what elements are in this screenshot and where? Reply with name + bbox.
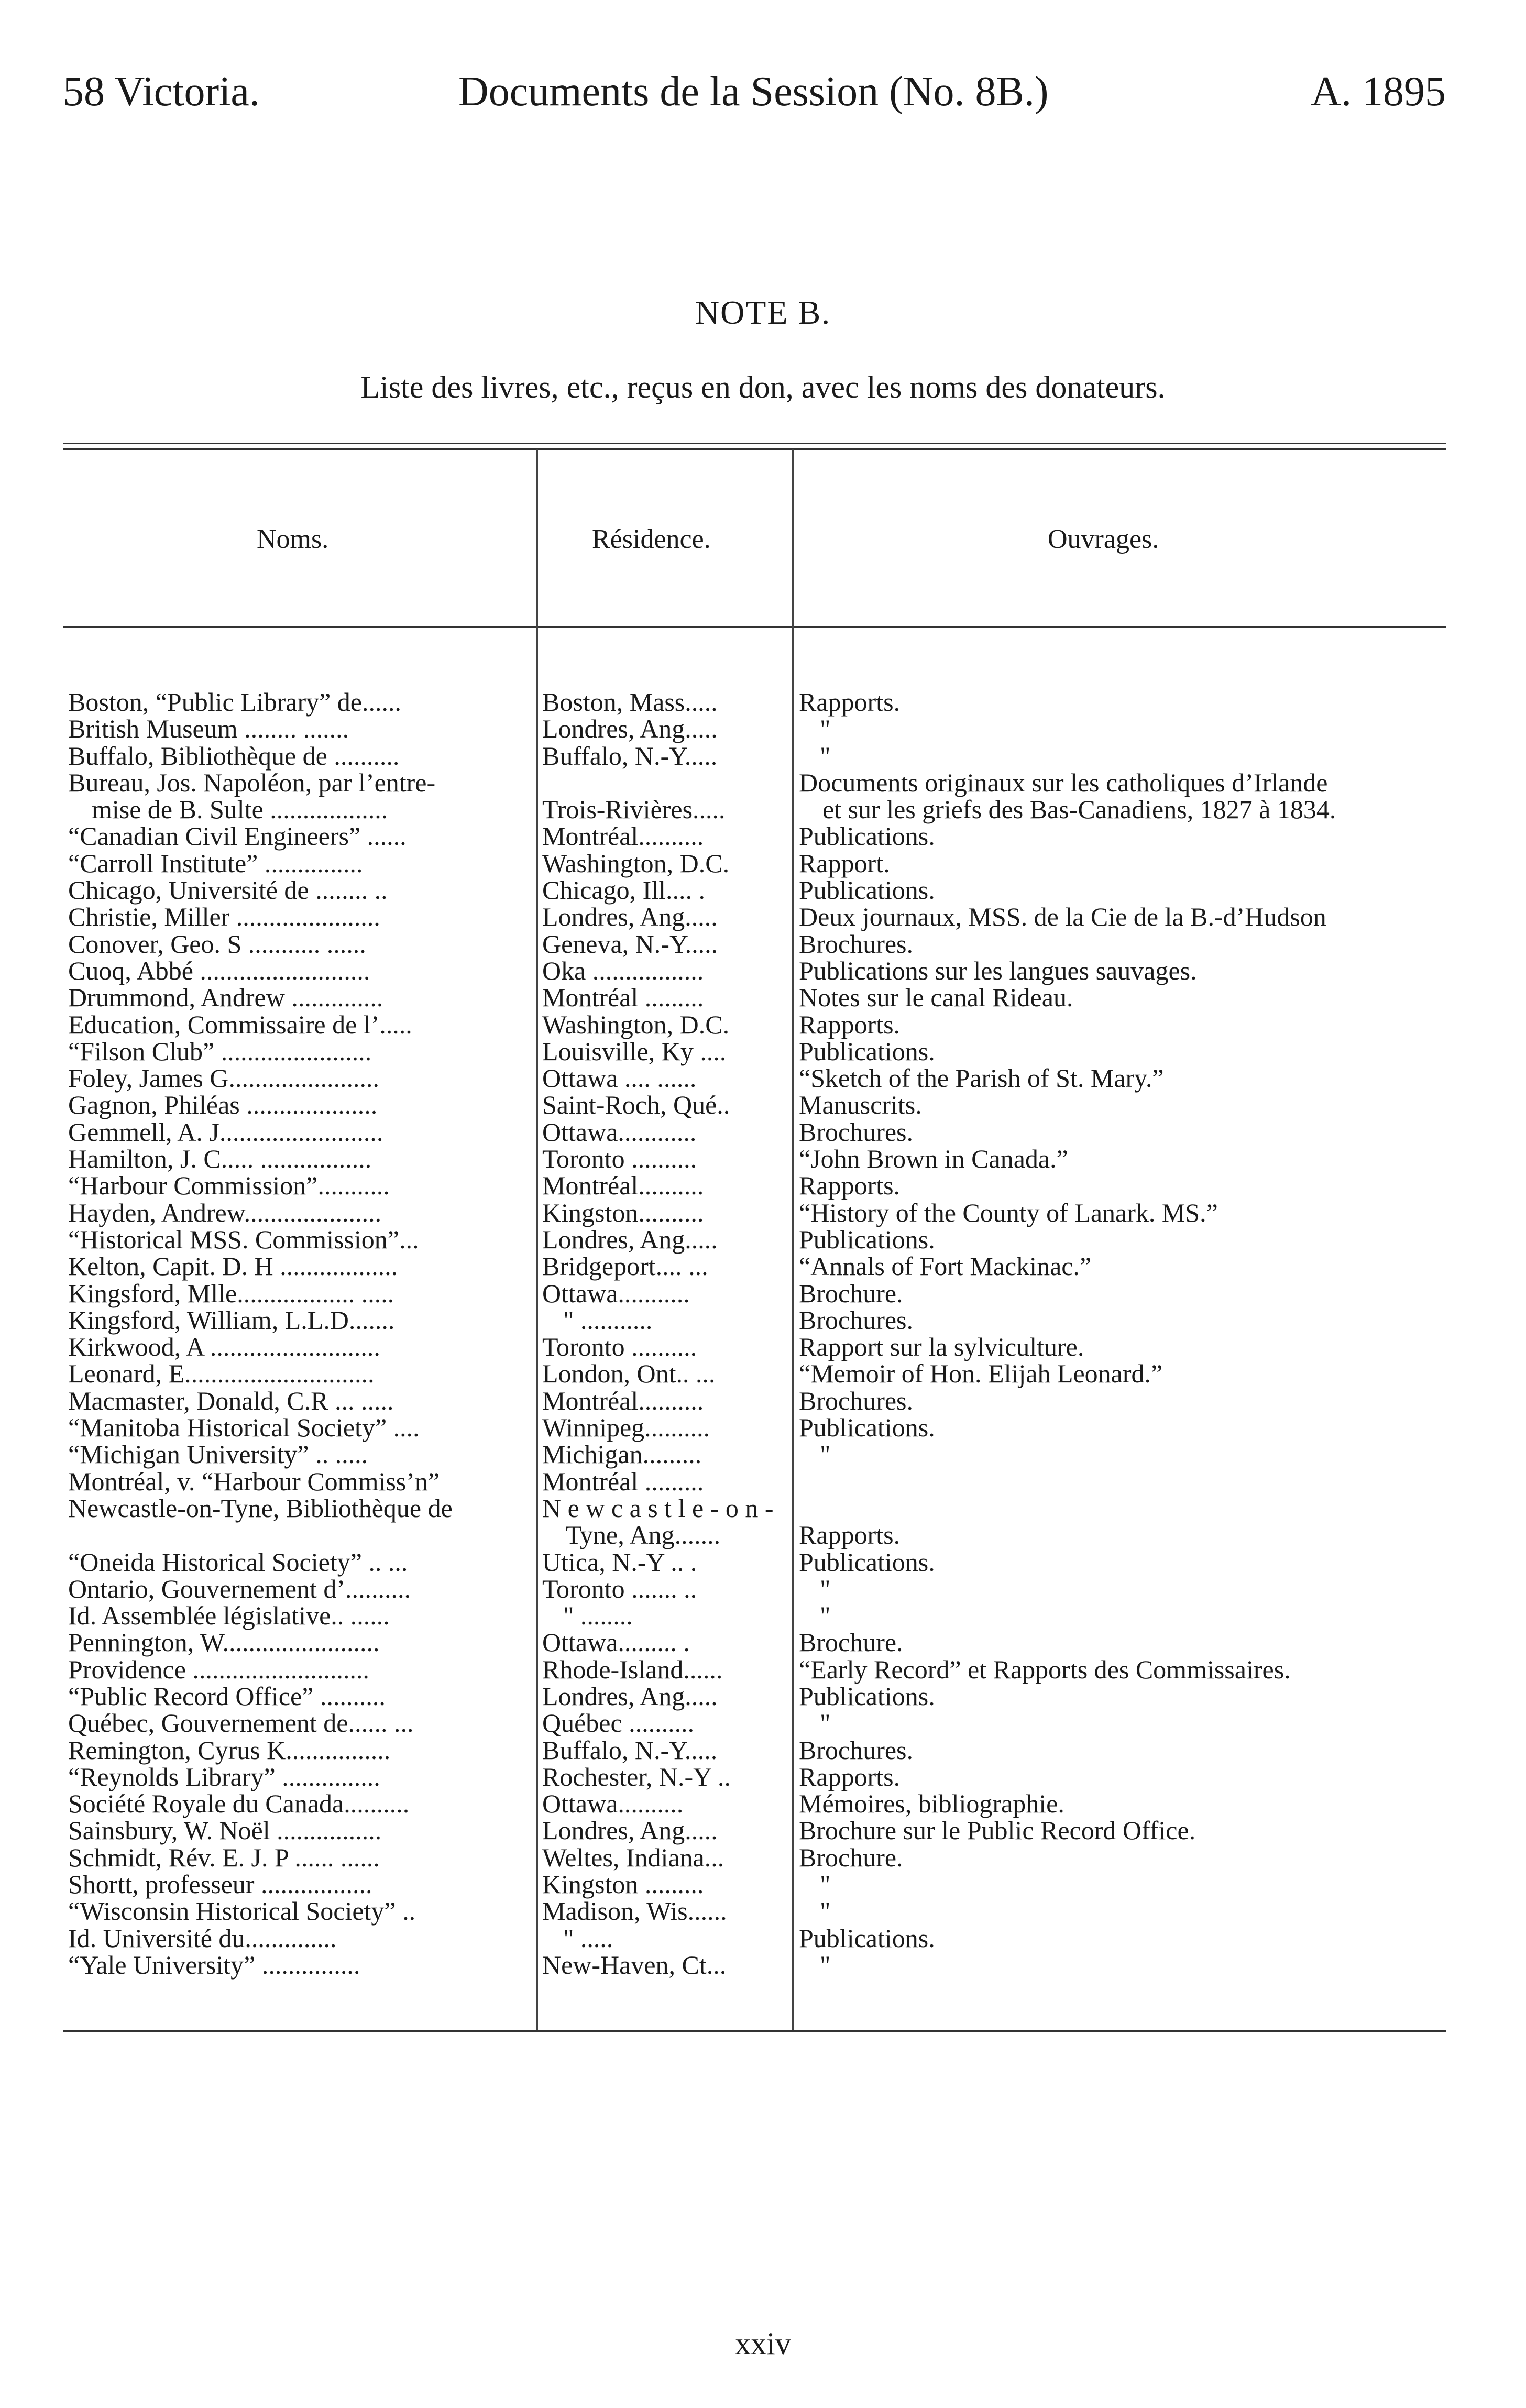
residence: Weltes, Indiana...: [542, 1842, 724, 1872]
donor-name: Schmidt, Rév. E. J. P ...... ......: [68, 1842, 380, 1872]
donor-name: Chicago, Université de ........ ..: [68, 875, 388, 905]
table-row: [0, 1468, 1526, 1495]
works: Rapports.: [799, 1009, 901, 1039]
donor-name: Québec, Gouvernement de...... ...: [68, 1708, 414, 1738]
donor-name: Foley, James G.......................: [68, 1063, 379, 1093]
donor-name: Boston, “Public Library” de......: [68, 687, 401, 717]
works: Brochures.: [799, 1386, 913, 1415]
donor-name: Kingsford, William, L.L.D.......: [68, 1305, 395, 1335]
donor-name: “Oneida Historical Society” .. ...: [68, 1547, 408, 1577]
table-row: [0, 1710, 1526, 1736]
residence: Trois-Rivières.....: [542, 795, 726, 824]
table-row: [0, 1065, 1526, 1092]
donor-name: “Yale University” ...............: [68, 1950, 360, 1980]
table-row: [0, 1576, 1526, 1602]
donor-name: Id. Université du..............: [68, 1923, 337, 1953]
works: “Early Record” et Rapports des Commissaires.: [799, 1654, 1291, 1684]
column-header-residence: Résidence.: [592, 524, 711, 554]
donor-name: Ontario, Gouvernement d’..........: [68, 1574, 411, 1603]
table-row: [0, 904, 1526, 930]
works: ": [820, 1708, 831, 1738]
residence: Geneva, N.-Y.....: [542, 929, 718, 959]
residence: Montréal..........: [542, 821, 704, 851]
works: “History of the County of Lanark. MS.”: [799, 1197, 1218, 1227]
donor-name: British Museum ........ .......: [68, 714, 349, 744]
residence: Chicago, Ill.... .: [542, 875, 706, 905]
donor-name: Id. Assemblée législative.. ......: [68, 1601, 390, 1631]
note-title: NOTE B.: [695, 294, 831, 331]
table-row: [0, 984, 1526, 1011]
table-row: [0, 1629, 1526, 1656]
table-row: [0, 796, 1526, 823]
residence: New-Haven, Ct...: [542, 1950, 727, 1980]
donor-name: Shortt, professeur .................: [68, 1870, 372, 1899]
donor-name: Bureau, Jos. Napoléon, par l’entre-: [68, 767, 436, 797]
residence: Montréal .........: [542, 1466, 704, 1496]
works: Brochure.: [799, 1628, 903, 1657]
table-row: [0, 1495, 1526, 1522]
table-row: [0, 1522, 1526, 1548]
works: Brochures.: [799, 1117, 913, 1147]
donor-name: “Carroll Institute” ...............: [68, 848, 363, 878]
table-row: [0, 1764, 1526, 1790]
header-documents: Documents de la Session (No. 8B.): [458, 69, 1049, 115]
donor-name: “Harbour Commission”...........: [68, 1171, 390, 1201]
donor-name: Education, Commissaire de l’.....: [68, 1009, 412, 1039]
works: Notes sur le canal Rideau.: [799, 983, 1073, 1013]
works: Rapports.: [799, 687, 901, 717]
page-number: xxiv: [735, 2326, 791, 2361]
residence: Bridgeport.... ...: [542, 1251, 708, 1281]
table-top-rule-2: [63, 448, 1446, 450]
works: Rapports.: [799, 1762, 901, 1791]
residence: Londres, Ang.....: [542, 902, 718, 932]
residence: Washington, D.C.: [542, 1009, 730, 1039]
works: Brochure.: [799, 1278, 903, 1308]
residence: Toronto ..........: [542, 1144, 697, 1174]
works: Rapport sur la sylviculture.: [799, 1332, 1084, 1362]
table-row: [0, 1683, 1526, 1710]
residence: Londres, Ang.....: [542, 714, 718, 744]
works: Publications.: [799, 1224, 935, 1254]
table-row: [0, 1790, 1526, 1817]
table-row: [0, 1119, 1526, 1146]
donor-name: Hayden, Andrew.....................: [68, 1197, 382, 1227]
residence: " ...........: [563, 1305, 653, 1335]
table-row: [0, 1011, 1526, 1038]
header-session: 58 Victoria.: [63, 69, 260, 115]
residence: Oka .................: [542, 955, 704, 985]
table-row: [0, 823, 1526, 850]
works: Publications.: [799, 1547, 935, 1577]
works: Publications.: [799, 1413, 935, 1443]
donor-name: “Michigan University” .. .....: [68, 1439, 368, 1469]
donor-name: Pennington, W........................: [68, 1628, 380, 1657]
residence: Utica, N.-Y .. .: [542, 1547, 697, 1577]
donor-name: “Wisconsin Historical Society” ..: [68, 1896, 416, 1926]
works: Rapports.: [799, 1520, 901, 1550]
table-row: [0, 1871, 1526, 1898]
table-row: [0, 769, 1526, 796]
header-year: A. 1895: [1311, 69, 1446, 115]
donor-name: “Filson Club” .......................: [68, 1036, 372, 1066]
residence: Louisville, Ky ....: [542, 1036, 727, 1066]
residence: Québec ..........: [542, 1708, 695, 1738]
donor-name: Conover, Geo. S ........... ......: [68, 929, 366, 959]
residence: " .....: [563, 1923, 613, 1953]
residence: Buffalo, N.-Y.....: [542, 741, 718, 771]
table-row: [0, 1656, 1526, 1683]
works: Publications.: [799, 1681, 935, 1711]
table-row: [0, 1197, 1526, 1227]
table-row: [0, 955, 1526, 985]
table-row: [0, 716, 1526, 742]
table-row: [0, 1817, 1526, 1844]
table-row: [0, 1172, 1526, 1199]
donor-name: Gemmell, A. J.........................: [68, 1117, 383, 1147]
works: Deux journaux, MSS. de la Cie de la B.-d’Hudson: [799, 902, 1326, 932]
residence: Montréal..........: [542, 1386, 704, 1415]
residence: Washington, D.C.: [542, 848, 730, 878]
works: ": [820, 1439, 831, 1469]
residence: Kingston .........: [542, 1870, 704, 1899]
donor-name: Kingsford, Mlle.................. .....: [68, 1278, 394, 1308]
residence: Londres, Ang.....: [542, 1224, 718, 1254]
donor-name: Remington, Cyrus K................: [68, 1735, 391, 1765]
table-row: [0, 743, 1526, 769]
residence: Montréal .........: [542, 983, 704, 1013]
residence: Michigan.........: [542, 1439, 702, 1469]
table-row: [0, 1226, 1526, 1253]
running-header: [63, 68, 1446, 131]
table-row: [0, 1602, 1526, 1629]
donor-name: Kelton, Capit. D. H ..................: [68, 1251, 398, 1281]
works: Publications sur les langues sauvages.: [799, 955, 1197, 985]
table-row: [0, 931, 1526, 958]
residence: Kingston..........: [542, 1197, 704, 1227]
donor-name: Kirkwood, A ..........................: [68, 1332, 380, 1362]
residence: Ottawa......... .: [542, 1628, 690, 1657]
donor-name: Sainsbury, W. Noël ................: [68, 1816, 382, 1845]
works: Manuscrits.: [799, 1090, 922, 1120]
works: Publications.: [799, 1923, 935, 1953]
residence: Boston, Mass.....: [542, 687, 718, 717]
donor-name: Cuoq, Abbé ..........................: [68, 955, 370, 985]
residence: Montréal..........: [542, 1171, 704, 1201]
table-row: [0, 1898, 1526, 1925]
residence: Tyne, Ang.......: [566, 1520, 721, 1550]
table-row: [0, 1549, 1526, 1576]
works: Documents originaux sur les catholiques d’Irlande: [799, 767, 1328, 797]
donor-name: Hamilton, J. C..... .................: [68, 1144, 372, 1174]
works: Publications.: [799, 875, 935, 905]
table-row: [0, 1441, 1526, 1468]
column-header-noms: Noms.: [257, 524, 329, 554]
table-row: [0, 877, 1526, 904]
residence: N e w c a s t l e - o n -: [542, 1493, 774, 1523]
table-row: [0, 1737, 1526, 1764]
table-top-rule: [63, 443, 1446, 444]
table-row: [0, 1280, 1526, 1307]
table-row: [0, 1360, 1526, 1387]
residence: London, Ont.. ...: [542, 1359, 716, 1389]
works: Brochures.: [799, 929, 913, 959]
works: “Memoir of Hon. Elijah Leonard.”: [799, 1359, 1163, 1389]
works: Brochure.: [799, 1842, 903, 1872]
donor-name: “Historical MSS. Commission”...: [68, 1224, 419, 1254]
table-row: [0, 1253, 1526, 1280]
donor-table-body: [0, 689, 1526, 1978]
works: ": [820, 1601, 831, 1631]
list-subtitle: Liste des livres, etc., reçus en don, avec les noms des donateurs.: [360, 370, 1166, 404]
residence: Ottawa..........: [542, 1789, 684, 1819]
works: ": [820, 1574, 831, 1603]
table-row: [0, 1334, 1526, 1360]
residence: Ottawa............: [542, 1117, 697, 1147]
residence: Toronto ..........: [542, 1332, 697, 1362]
donor-name: Newcastle-on-Tyne, Bibliothèque de: [68, 1493, 453, 1523]
table-row: [0, 1414, 1526, 1441]
residence: Ottawa...........: [542, 1278, 690, 1308]
residence: Madison, Wis......: [542, 1896, 727, 1926]
donor-name: “Canadian Civil Engineers” ......: [68, 821, 407, 851]
works: Rapports.: [799, 1171, 901, 1201]
works: ": [820, 741, 831, 771]
works: “Annals of Fort Mackinac.”: [799, 1251, 1092, 1281]
works: Brochures.: [799, 1735, 913, 1765]
table-bottom-rule: [63, 2030, 1446, 2032]
residence: " ........: [563, 1601, 633, 1631]
residence: Londres, Ang.....: [542, 1681, 718, 1711]
table-row: [0, 1925, 1526, 1952]
donor-name: Buffalo, Bibliothèque de ..........: [68, 741, 400, 771]
works: “John Brown in Canada.”: [799, 1144, 1068, 1174]
table-row: [0, 1092, 1526, 1118]
table-row: [0, 1388, 1526, 1414]
works: “Sketch of the Parish of St. Mary.”: [799, 1063, 1164, 1093]
works: Brochures.: [799, 1305, 913, 1335]
table-row: [0, 1146, 1526, 1172]
residence: Toronto ....... ..: [542, 1574, 697, 1603]
works: Brochure sur le Public Record Office.: [799, 1816, 1196, 1845]
works: ": [820, 1870, 831, 1899]
works: ": [820, 1896, 831, 1926]
donor-name: Christie, Miller ......................: [68, 902, 380, 932]
donor-name: Leonard, E.............................: [68, 1359, 375, 1389]
donor-name: Gagnon, Philéas ....................: [68, 1090, 378, 1120]
table-row: [0, 689, 1526, 716]
works: ": [820, 1950, 831, 1980]
donor-name: mise de B. Sulte ..................: [92, 795, 388, 824]
residence: Buffalo, N.-Y.....: [542, 1735, 718, 1765]
donor-name: Drummond, Andrew ..............: [68, 983, 383, 1013]
residence: Saint-Roch, Qué..: [542, 1090, 730, 1120]
table-row: [0, 1844, 1526, 1871]
column-header-ouvrages: Ouvrages.: [1048, 524, 1159, 554]
table-row: [0, 1307, 1526, 1334]
donor-name: Providence ...........................: [68, 1654, 369, 1684]
donor-name: Société Royale du Canada..........: [68, 1789, 410, 1819]
residence: Londres, Ang.....: [542, 1816, 718, 1845]
works: ": [820, 714, 831, 744]
table-row: [0, 850, 1526, 877]
residence: Rochester, N.-Y ..: [542, 1762, 731, 1791]
residence: Winnipeg..........: [542, 1413, 710, 1443]
table-row: [0, 1952, 1526, 1978]
works: Mémoires, bibliographie.: [799, 1789, 1064, 1819]
works: et sur les griefs des Bas-Canadiens, 1827 à 1834.: [822, 795, 1336, 824]
residence: Rhode-Island......: [542, 1654, 723, 1684]
works: Publications.: [799, 1036, 935, 1066]
donor-name: “Reynolds Library” ...............: [68, 1762, 380, 1791]
donor-name: “Public Record Office” ..........: [68, 1681, 386, 1711]
donor-name: Montréal, v. “Harbour Commiss’n”: [68, 1466, 440, 1496]
works: Publications.: [799, 821, 935, 851]
donor-name: Macmaster, Donald, C.R ... .....: [68, 1386, 394, 1415]
works: Rapport.: [799, 848, 890, 878]
donor-name: “Manitoba Historical Society” ....: [68, 1413, 420, 1443]
table-header-rule: [63, 626, 1446, 628]
table-row: [0, 1038, 1526, 1065]
residence: Ottawa .... ......: [542, 1063, 697, 1093]
